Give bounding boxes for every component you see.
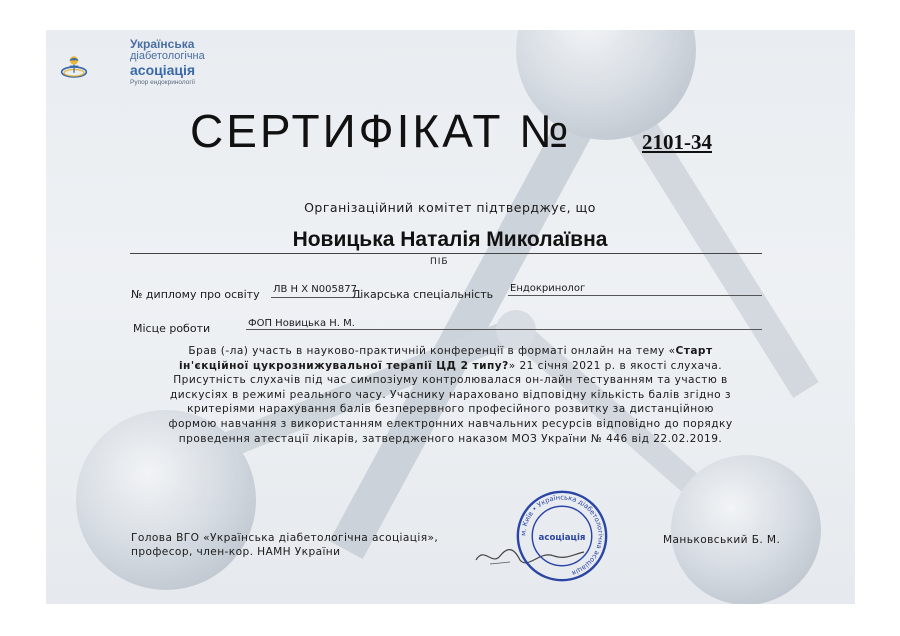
body-part-1: Брав (-ла) участь в науково-практичній конференції в форматі онлайн на тему «: [188, 345, 676, 357]
name-caption: ПІБ: [430, 257, 449, 267]
logo-line-1: Українська: [130, 37, 195, 51]
diploma-label: № диплому про освіту: [131, 288, 260, 301]
workplace-label: Місце роботи: [133, 322, 211, 335]
confirmation-text: Організаційний комітет підтверджує, що: [304, 200, 596, 215]
workplace-value: ФОП Новицька Н. М.: [248, 318, 355, 329]
diploma-value: ЛВ Н Х N005877: [273, 284, 357, 295]
logo-tagline: Рупор ендокринології: [130, 79, 196, 86]
signatory-name: Маньковський Б. М.: [663, 534, 781, 546]
certificate-body: [168, 344, 733, 446]
signatory-title: [131, 532, 438, 559]
name-underline: [130, 253, 762, 254]
logo-line-2: діабетологічна: [130, 50, 205, 62]
certificate-title: СЕРТИФІКАТ №: [190, 105, 572, 157]
diploma-underline: [271, 297, 361, 298]
conference-topic: Старт ін'єкційної цукрознижувальної терапії ЦД 2 типу?: [178, 345, 713, 372]
logo-wordmark: [130, 38, 205, 87]
official-stamp-icon: [514, 488, 610, 584]
logo-line-3: асоціація: [130, 62, 196, 78]
association-logo-icon: [60, 38, 130, 96]
certificate-number: 2101-34: [642, 130, 712, 154]
specialty-underline: [508, 295, 762, 296]
body-part-2: » 21 січня 2021 р. в якості слухача. Присутність слухачів під час симпозіуму контролювалася он-лайн тестуванням та участю в дискусіях в режимі реального часу. Учаснику нараховано відповідну кількість балів згідно з критеріями нарахування балів безперервного професійного розвитку за дистанційною формою навчання з використанням електронних навчальних ресурсів відповідно до порядку проведення атестації лікарів, затвердженого наказом МОЗ України № 446 від 22.02.2019.: [168, 359, 733, 445]
signatory-title-line-1: Голова ВГО «Українська діабетологічна асоціація»,: [131, 532, 439, 544]
stamp-outer-text: м. Київ • Українська діабетологічна асоціація: [519, 493, 605, 577]
specialty-value: Ендокринолог: [510, 283, 586, 294]
stamp-inner-text: асоціація: [538, 532, 586, 543]
workplace-underline: [246, 329, 762, 330]
participant-name: Новицька Наталія Миколаївна: [292, 228, 608, 251]
specialty-label: Лікарська спеціальність: [352, 288, 494, 301]
signatory-title-line-2: професор, член-кор. НАМН України: [131, 545, 341, 558]
